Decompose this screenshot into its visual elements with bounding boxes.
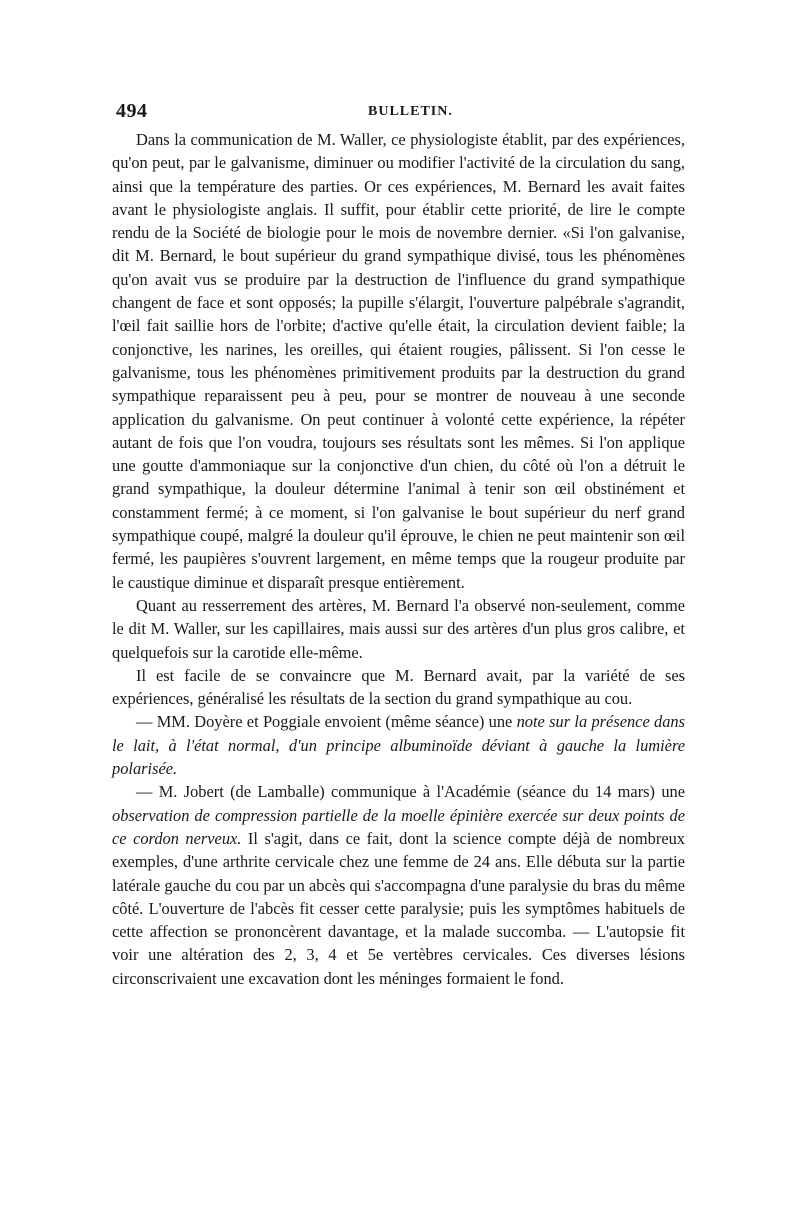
paragraph-text: Quant au resserrement des artères, M. Bernard l'a observé non-seulement, comme le dit M. Waller, sur les capillaires, mais aussi sur des artères d'un plus gros calibre, et quelquefois sur la carotide elle-même. [112,595,685,662]
paragraph-text: — M. Jobert (de Lamballe) communique à l'Académie (séance du 14 mars) une [136,782,685,802]
paragraph [112,594,685,664]
paragraph [112,128,685,594]
paragraph [112,664,685,711]
italic-title: note sur la présence dans le lait, à l'état normal, d'un principe albuminoïde déviant à gauche la lumière polarisée. [112,712,685,779]
page-number: 494 [116,100,148,122]
paragraph-text: — MM. Doyère et Poggiale envoient (même séance) une [136,712,517,732]
paragraph-text: Il est facile de se convaincre que M. Bernard avait, par la variété de ses expériences, généralisé les résultats de la section du grand sympathique au cou. [112,665,685,709]
running-head: BULLETIN. [368,104,453,119]
paragraph-text: Il s'agit, dans ce fait, dont la science compte déjà de nombreux exemples, d'une arthrite cervicale chez une femme de 24 ans. Elle débuta sur la partie latérale gauche du cou par un abcès qui s'accompagna d'une paralysie du bras du même côté. L'ouverture de l'abcès fit cesser cette paralysie; puis les symptômes habituels de cette affection se prononcèrent davantage, et la malade succomba. — L'autopsie fit voir une altération des 2, 3, 4 et 5e vertèbres cervicales. Ces diverses lésions circonscrivaient une excavation dont les méninges formaient le fond. [112,828,685,988]
italic-title: observation de compression partielle de la moelle épinière exercée sur deux points de ce cordon nerveux. [112,805,685,848]
paragraph-text: Dans la communication de M. Waller, ce physiologiste établit, par des expériences, qu'on peut, par le galvanisme, diminuer ou modifier l'activité de la circulation du sang, ainsi que la température des parties. Or ces expériences, M. Bernard les avait faites avant le physiologiste anglais. Il suffit, pour établir cette priorité, de lire le compte rendu de la Société de biologie pour le mois de novembre dernier. «Si l'on galvanise, dit M. Bernard, le bout supérieur du grand sympathique divisé, tous les phénomènes qu'on avait vus se produire par la destruction de l'influence du grand sympathique changent de face et sont opposés; la pupille s'élargit, l'ouverture palpébrale s'agrandit, l'œil fait saillie hors de l'orbite; d'active qu'elle était, la circulation devient faible; la conjonctive, les narines, les oreilles, qui étaient rougies, pâlissent. Si l'on cesse le galvanisme, tous les phénomènes primitivement produits par la destruction du grand sympathique reparaissent peu à peu, pour se montrer de nouveau à une seconde application du galvanisme. On peut continuer à volonté cette expérience, la répéter autant de fois que l'on voudra, toujours ses résultats sont les mêmes. Si l'on applique une goutte d'ammoniaque sur la conjonctive d'un chien, du côté où l'on a détruit le grand sympathique, la douleur détermine l'animal à tenir son œil obstinément et constamment fermé; à ce moment, si l'on galvanise le bout supérieur du nerf grand sympathique coupé, malgré la douleur qu'il éprouve, le chien ne peut maintenir son œil fermé, les paupières s'ouvrent largement, en même temps que la rougeur produite par le caustique diminue et disparaît presque entièrement. [112,130,685,592]
paragraph [112,780,685,990]
body-text [112,128,685,990]
page-header [116,100,686,124]
paragraph [112,710,685,780]
